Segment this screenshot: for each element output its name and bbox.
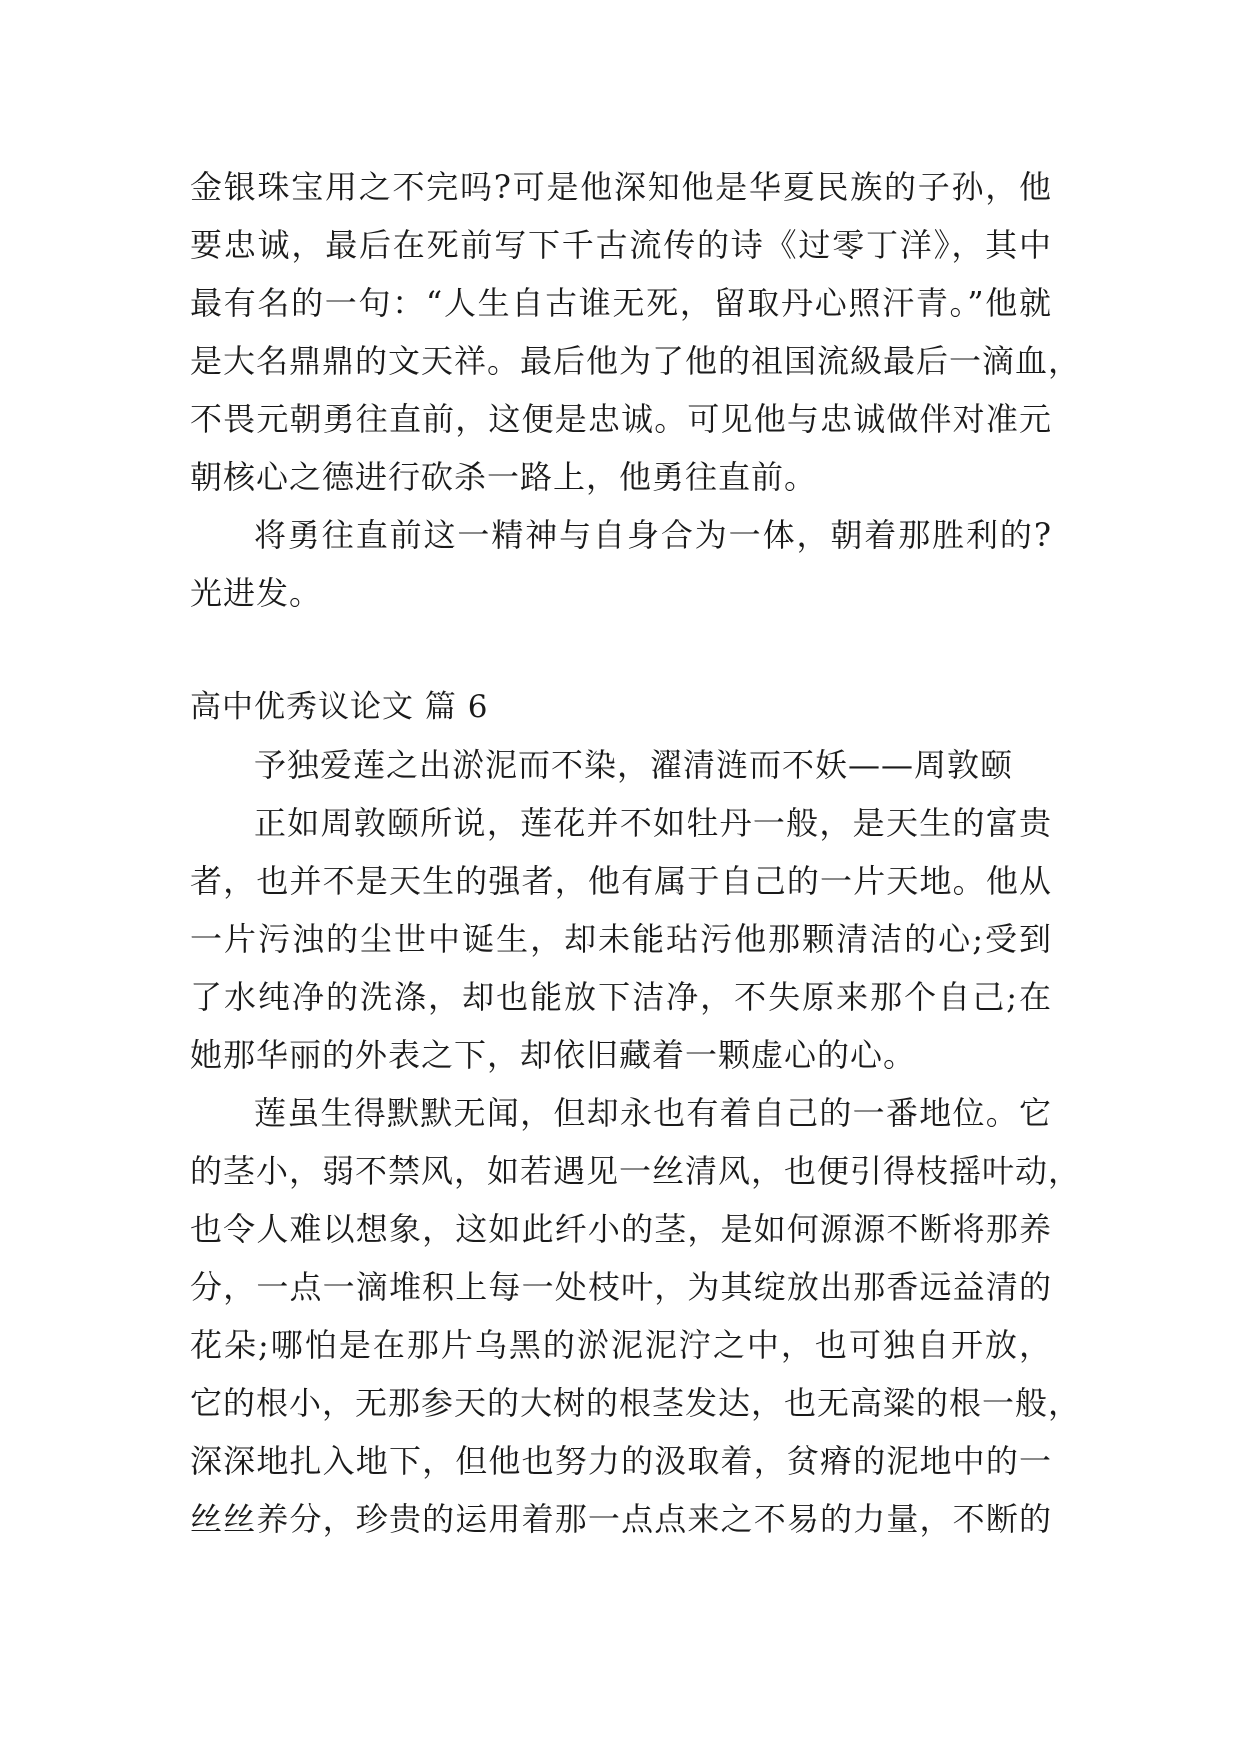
text-line: 花朵;哪怕是在那片乌黑的淤泥泥泞之中，也可独自开放， (190, 1326, 1052, 1364)
text-line: 分，一点一滴堆积上每一处枝叶，为其绽放出那香远益清的 (190, 1268, 1052, 1306)
text-line: 要忠诚，最后在死前写下千古流传的诗《过零丁洋》，其中 (190, 226, 1052, 264)
paragraph-1 (190, 794, 1052, 1084)
section-heading: 高中优秀议论文 篇 6 (190, 689, 489, 725)
text-line: 正如周敦颐所说，莲花并不如牡丹一般，是天生的富贵 (254, 804, 1052, 842)
paragraph-conclusion (190, 506, 1052, 622)
text-line: 也令人难以想象，这如此纤小的茎，是如何源源不断将那养 (190, 1210, 1052, 1248)
text-line: 者，也并不是天生的强者，他有属于自己的一片天地。他从 (190, 862, 1052, 900)
text-line: 了水纯净的洗涤，却也能放下洁净，不失原来那个自己;在 (190, 978, 1052, 1016)
text-line: 它的根小，无那参天的大树的根茎发达，也无高粱的根一般， (190, 1384, 1082, 1422)
text-line: 朝核心之德进行砍杀一路上，他勇往直前。 (190, 458, 818, 496)
text-line: 将勇往直前这一精神与自身合为一体，朝着那胜利的? (254, 516, 1052, 554)
paragraph-2 (190, 1084, 1082, 1548)
text-line: 莲虽生得默默无闻，但却永也有着自己的一番地位。它 (254, 1094, 1052, 1132)
text-line: 最有名的一句：“人生自古谁无死，留取丹心照汗青。”他就 (190, 284, 1052, 322)
text-line: 予独爱莲之出淤泥而不染，濯清涟而不妖——周敦颐 (254, 746, 1014, 784)
text-line: 的茎小，弱不禁风，如若遇见一丝清风，也便引得枝摇叶动， (190, 1152, 1082, 1190)
text-line: 金银珠宝用之不完吗?可是他深知他是华夏民族的子孙，他 (190, 168, 1052, 206)
text-line: 是大名鼎鼎的文天祥。最后他为了他的祖国流級最后一滴血， (190, 342, 1082, 380)
text-line: 一片污浊的尘世中诞生，却未能玷污他那颗清洁的心;受到 (190, 920, 1052, 958)
paragraph-continuation (190, 158, 1082, 506)
epigraph-quote (190, 736, 1052, 794)
document-page (190, 158, 1082, 1548)
text-line: 她那华丽的外表之下，却依旧藏着一颗虚心的心。 (190, 1036, 917, 1074)
text-line: 丝丝养分，珍贵的运用着那一点点来之不易的力量，不断的 (190, 1500, 1052, 1538)
text-line: 深深地扎入地下，但他也努力的汲取着，贫瘠的泥地中的一 (190, 1442, 1052, 1480)
text-line: 光进发。 (190, 574, 323, 612)
text-line: 不畏元朝勇往直前，这便是忠诚。可见他与忠诚做伴对准元 (190, 400, 1052, 438)
